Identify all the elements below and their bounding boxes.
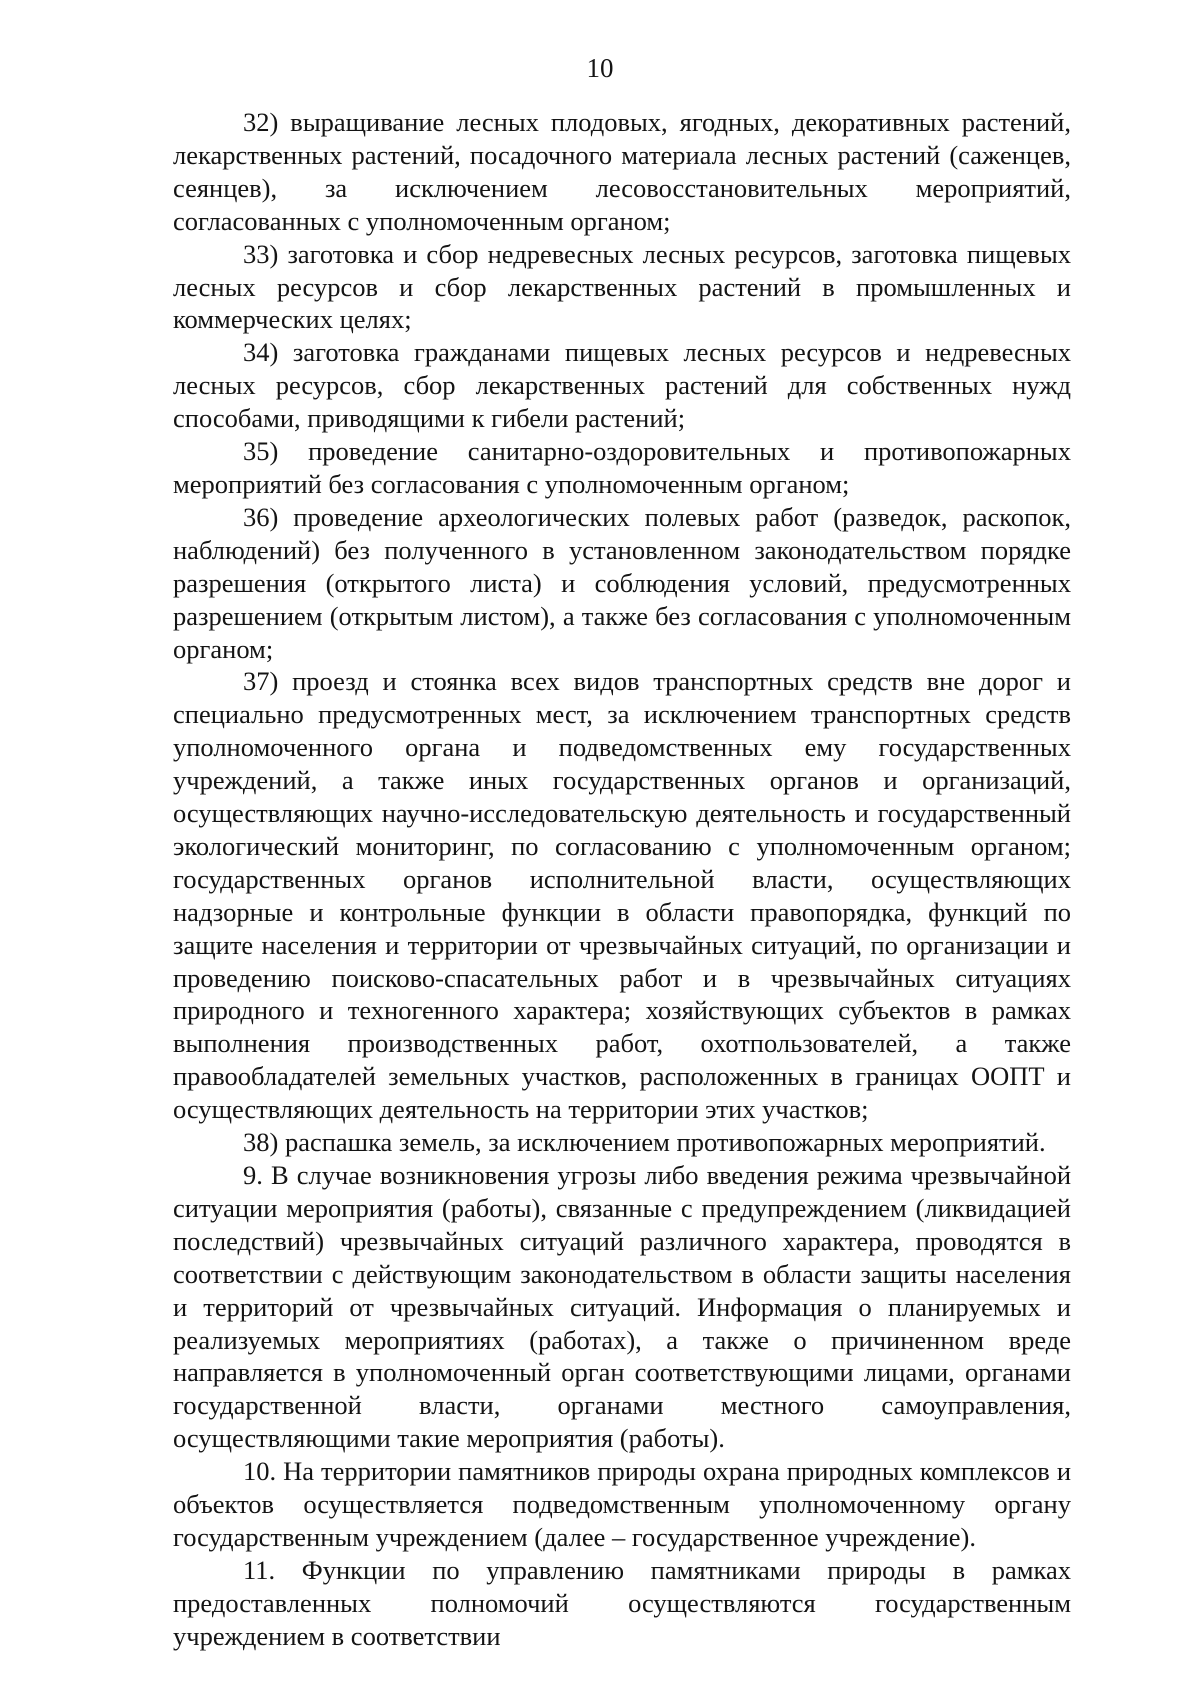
- paragraph-item-36: 36) проведение археологических полевых работ (разведок, раскопок, наблюдений) без полученного в установленном законодательством порядке разрешения (открытого листа) и соблюдения условий, предусмотренных разрешением (открытым листом), а также без согласования с уполномоченным органом;: [173, 501, 1071, 664]
- document-body: [173, 106, 1071, 1653]
- paragraph-clause-10: 10. На территории памятников природы охрана природных комплексов и объектов осуществляется подведомственным уполномоченному органу государственным учреждением (далее – государственное учреждение).: [173, 1456, 1071, 1552]
- paragraph-item-35: 35) проведение санитарно-оздоровительных и противопожарных мероприятий без согласования с уполномоченным органом;: [173, 436, 1071, 499]
- paragraph-item-38: 38) распашка земель, за исключением противопожарных мероприятий.: [243, 1127, 1046, 1158]
- paragraph-clause-11: 11. Функции по управлению памятниками природы в рамках предоставленных полномочий осуществляются государственным учреждением в соответствии: [173, 1554, 1071, 1651]
- paragraph-item-32: 32) выращивание лесных плодовых, ягодных, декоративных растений, лекарственных растений, посадочного материала лесных растений (саженцев, сеянцев), за исключением лесовосстановительных мероприятий, согласованных с уполномоченным органом;: [173, 107, 1071, 236]
- paragraph-clause-9: 9. В случае возникновения угрозы либо введения режима чрезвычайной ситуации мероприятия (работы), связанные с предупреждением (ликвидацией последствий) чрезвычайных ситуаций различного характера, проводятся в соответствии с действующим законодательством в области защиты населения и территорий от чрезвычайных ситуаций. Информация о планируемых и реализуемых мероприятиях (работах), а также о причиненном вреде направляется в уполномоченный орган соответствующими лицами, органами государственной власти, органами местного самоуправления, осуществляющими такие мероприятия (работы).: [173, 1160, 1071, 1454]
- paragraph-item-33: 33) заготовка и сбор недревесных лесных ресурсов, заготовка пищевых лесных ресурсов и сбор лекарственных растений в промышленных и коммерческих целях;: [173, 238, 1071, 335]
- paragraph-item-37: 37) проезд и стоянка всех видов транспортных средств вне дорог и специально предусмотренных мест, за исключением транспортных средств уполномоченного органа и подведомственных ему государственных учреждений, а также иных государственных органов и организаций, осуществляющих научно-исследовательскую деятельность и государственный экологический мониторинг, по согласованию с уполномоченным органом; государственных органов исполнительной власти, осуществляющих надзорные и контрольные функции в области правопорядка, функций по защите населения и территории от чрезвычайных ситуаций, по организации и проведению поисково-спасательных работ и в чрезвычайных ситуациях природного и техногенного характера; хозяйствующих субъектов в рамках выполнения производственных работ, охотпользователей, а также правообладателей земельных участков, расположенных в границах ООПТ и осуществляющих деятельность на территории этих участков;: [173, 666, 1071, 1125]
- page-number: 10: [586, 53, 614, 83]
- paragraph-item-34: 34) заготовка гражданами пищевых лесных ресурсов и недревесных лесных ресурсов, сбор лекарственных растений для собственных нужд способами, приводящими к гибели растений;: [173, 337, 1071, 434]
